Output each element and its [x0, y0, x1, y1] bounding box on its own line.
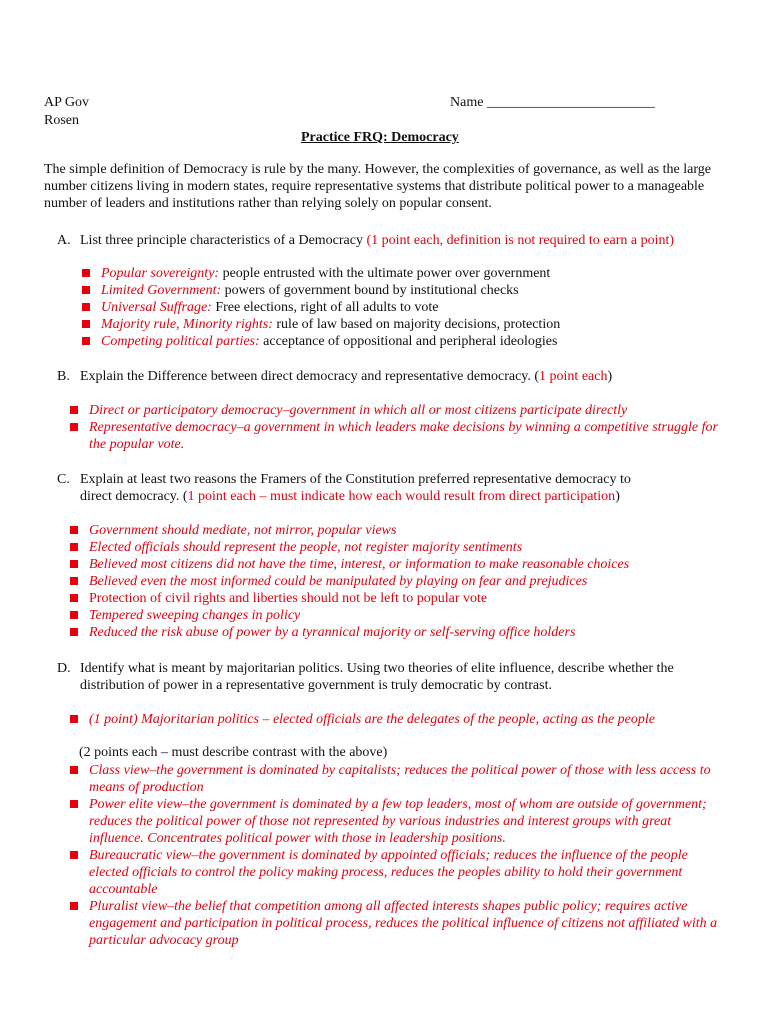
question-a-list: [80, 265, 720, 350]
list-item-text: Representative democracy–a government in which leaders make decisions by winning a competitive struggle for the popular vote.: [89, 420, 718, 452]
intro-paragraph: The simple definition of Democracy is rule by the many. However, the complexities of governance, as well as the large number citizens living in modern states, require representative systems that distribute political power to a manageable number of leaders and institutions rather than relying solely on popular consent.: [44, 162, 711, 211]
list-item-text: Believed even the most informed could be manipulated by playing on fear and prejudices: [89, 574, 588, 589]
list-item: [80, 265, 720, 282]
question-c-points: 1 point each – must indicate how each would result from direct participation: [187, 489, 616, 504]
list-item: [68, 556, 728, 573]
list-item-text: Direct or participatory democracy–government in which all or most citizens participate directly: [89, 403, 628, 418]
bullet-square-icon: [82, 337, 90, 345]
course-label: AP Gov: [44, 95, 89, 110]
list-item-text: (1 point) Majoritarian politics – elected officials are the delegates of the people, acting as the people: [89, 712, 655, 727]
list-item: [80, 316, 720, 333]
list-item-term: Universal Suffrage:: [101, 300, 212, 315]
list-item-text: Reduced the risk abuse of power by a tyrannical majority or self-serving office holders: [89, 625, 576, 640]
question-a-label: A.: [57, 233, 71, 248]
list-item: [68, 419, 728, 453]
bullet-square-icon: [70, 902, 78, 910]
question-c-close: ): [615, 489, 620, 504]
bullet-square-icon: [70, 543, 78, 551]
list-item: [68, 573, 728, 590]
bullet-square-icon: [82, 303, 90, 311]
list-item-text: Class view–the government is dominated by capitalists; reduces the political power of those with less access to means of production: [89, 763, 711, 795]
list-item: [68, 607, 728, 624]
list-item: [68, 624, 728, 641]
list-item-desc: people entrusted with the ultimate power over government: [219, 266, 551, 281]
bullet-square-icon: [82, 286, 90, 294]
question-d-list: [68, 762, 728, 949]
list-item: [68, 898, 728, 949]
list-item: [68, 796, 728, 847]
bullet-square-icon: [70, 800, 78, 808]
list-item: [68, 539, 728, 556]
list-item-text: Bureaucratic view–the government is dominated by appointed officials; reduces the influence of the people elected officials to control the policy making process, reduces the peoples ability to hold their government accountable: [89, 848, 688, 897]
question-b: [57, 368, 727, 385]
list-item-text: Power elite view–the government is dominated by a few top leaders, most of whom are outside of government; reduces the political power of those not represented by various industries and interest groups with great influence. Concentrates political power with those in leadership positions.: [89, 797, 707, 846]
bullet-square-icon: [70, 766, 78, 774]
bullet-square-icon: [70, 423, 78, 431]
list-item: [68, 847, 728, 898]
list-item: [80, 282, 720, 299]
bullet-square-icon: [70, 851, 78, 859]
bullet-square-icon: [70, 526, 78, 534]
list-item: [68, 711, 728, 728]
list-item: [80, 299, 720, 316]
question-b-label: B.: [57, 369, 70, 384]
list-item-desc: rule of law based on majority decisions, protection: [272, 317, 561, 332]
bullet-square-icon: [70, 715, 78, 723]
question-d: [57, 660, 717, 694]
list-item: [68, 590, 728, 607]
question-d-first: [68, 711, 728, 728]
bullet-square-icon: [70, 560, 78, 568]
list-item: [68, 402, 728, 419]
list-item-text: Elected officials should represent the people, not register majority sentiments: [89, 540, 523, 555]
bullet-square-icon: [70, 628, 78, 636]
question-b-text: Explain the Difference between direct democracy and representative democracy. (: [80, 369, 540, 384]
question-b-list: [68, 402, 728, 453]
list-item-text: Government should mediate, not mirror, popular views: [89, 523, 397, 538]
question-c-list: [68, 522, 728, 641]
question-c: [57, 471, 657, 505]
question-c-text: Explain at least two reasons the Framers of the Constitution preferred representative democracy to direct democracy. (: [80, 472, 631, 504]
question-d-points-note: (2 points each – must describe contrast with the above): [79, 745, 388, 760]
list-item-desc: powers of government bound by institutional checks: [221, 283, 519, 298]
list-item-text: Pluralist view–the belief that competition among all affected interests shapes public policy; requires active engagement and participation in political process, reduces the political influence of citizens not affiliated with a particular advocacy group: [89, 899, 718, 948]
list-item-term: Popular sovereignty:: [101, 266, 220, 281]
bullet-square-icon: [70, 611, 78, 619]
list-item: [68, 762, 728, 796]
question-a: [57, 232, 727, 249]
bullet-square-icon: [70, 406, 78, 414]
question-c-label: C.: [57, 472, 70, 487]
page-title: Practice FRQ: Democracy: [301, 130, 459, 145]
bullet-square-icon: [70, 577, 78, 585]
list-item-text: Believed most citizens did not have the time, interest, or information to make reasonable choices: [89, 557, 630, 572]
question-d-label: D.: [57, 661, 71, 676]
question-b-close: ): [607, 369, 613, 384]
question-b-points: 1 point each: [539, 369, 608, 384]
bullet-square-icon: [82, 320, 90, 328]
bullet-square-icon: [82, 269, 90, 277]
list-item-term: Majority rule, Minority rights:: [101, 317, 273, 332]
list-item-term: Limited Government:: [101, 283, 222, 298]
list-item-desc: acceptance of oppositional and peripheral ideologies: [259, 334, 558, 349]
question-d-text: Identify what is meant by majoritarian politics. Using two theories of elite influence, describe whether the distribution of power in a representative government is truly democratic by contrast.: [80, 661, 674, 693]
question-a-text: List three principle characteristics of a Democracy: [80, 233, 367, 248]
list-item-text: Protection of civil rights and liberties should not be left to popular vote: [89, 591, 488, 606]
bullet-square-icon: [70, 594, 78, 602]
list-item-text: Tempered sweeping changes in policy: [89, 608, 301, 623]
question-a-points: (1 point each, definition is not required to earn a point): [366, 233, 675, 248]
list-item: [68, 522, 728, 539]
list-item: [80, 333, 720, 350]
student-name-field: Name ________________________: [450, 95, 655, 110]
teacher-label: Rosen: [44, 113, 79, 128]
list-item-term: Competing political parties:: [101, 334, 260, 349]
list-item-desc: Free elections, right of all adults to vote: [211, 300, 439, 315]
